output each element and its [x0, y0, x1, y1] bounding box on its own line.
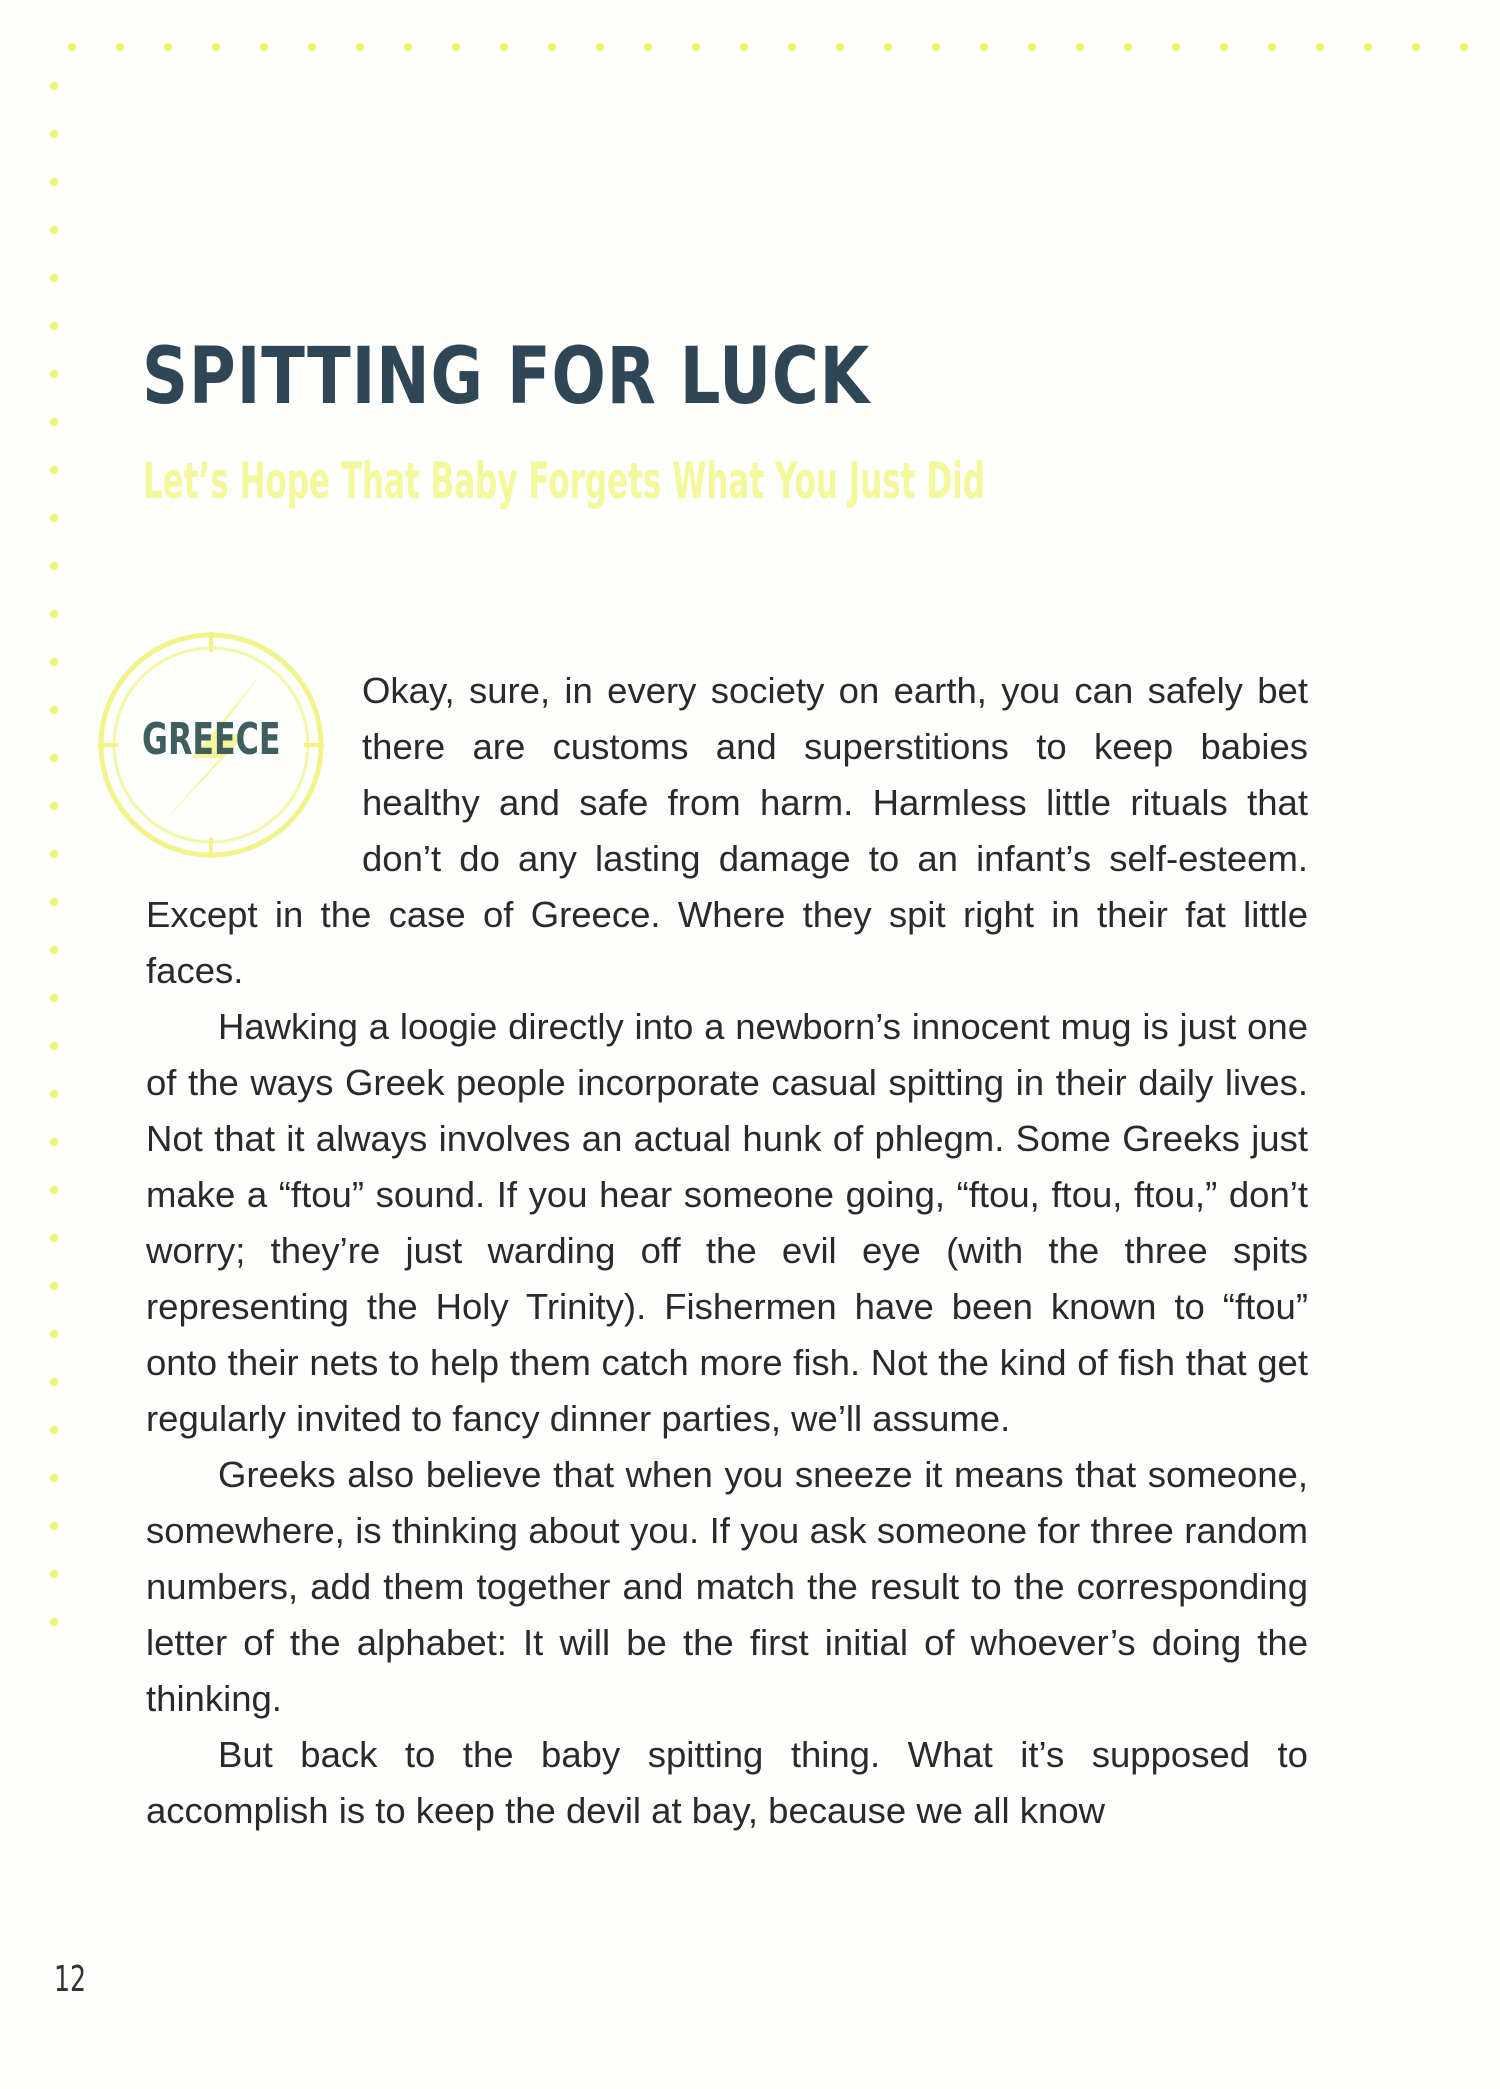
chapter-title: SPITTING FOR LUCK — [142, 332, 870, 422]
badge-spacer — [146, 663, 362, 887]
page-number: 12 — [54, 1959, 87, 2000]
paragraph-2: Hawking a loogie directly into a newborn’s innocent mug is just one of the ways Greek people incorporate casual spitting in their daily lives. Not that it always involves an actual hunk of phlegm. Some Greeks just make a “ftou” sound. If you hear someone going, “ftou, ftou, ftou,” don’t worry; they’re just warding off the evil eye (with the three spits representing the Holy Trinity). Fishermen have been known to “ftou” onto their nets to help them catch more fish. Not the kind of fish that get regularly invited to fancy dinner parties, we’ll assume. — [146, 1006, 1308, 1439]
badge-label: GREECE — [142, 714, 281, 765]
paragraph-3: Greeks also believe that when you sneeze it means that someone, somewhere, is thinking about you. If you ask someone for three random numbers, add them together and match the result to the corresponding letter of the alphabet: It will be the first initial of whoever’s doing the thinking. — [146, 1454, 1308, 1719]
dotted-border-top — [48, 40, 1488, 54]
dotted-border-left — [47, 62, 61, 1662]
paragraph-1: Okay, sure, in every society on earth, you can safely bet there are customs and superstitions to keep babies healthy and safe from harm. Harmless little rituals that don’t do any lasting damage to an infant’s self-esteem. Except in the case of Greece. Where they spit right in their fat little faces. — [146, 670, 1308, 991]
paragraph-4: But back to the baby spitting thing. What it’s supposed to accomplish is to keep the devil at bay, because we all know — [146, 1734, 1308, 1831]
chapter-subtitle: Let’s Hope That Baby Forgets What You Just Did — [143, 452, 985, 510]
body-text — [146, 663, 1308, 1839]
